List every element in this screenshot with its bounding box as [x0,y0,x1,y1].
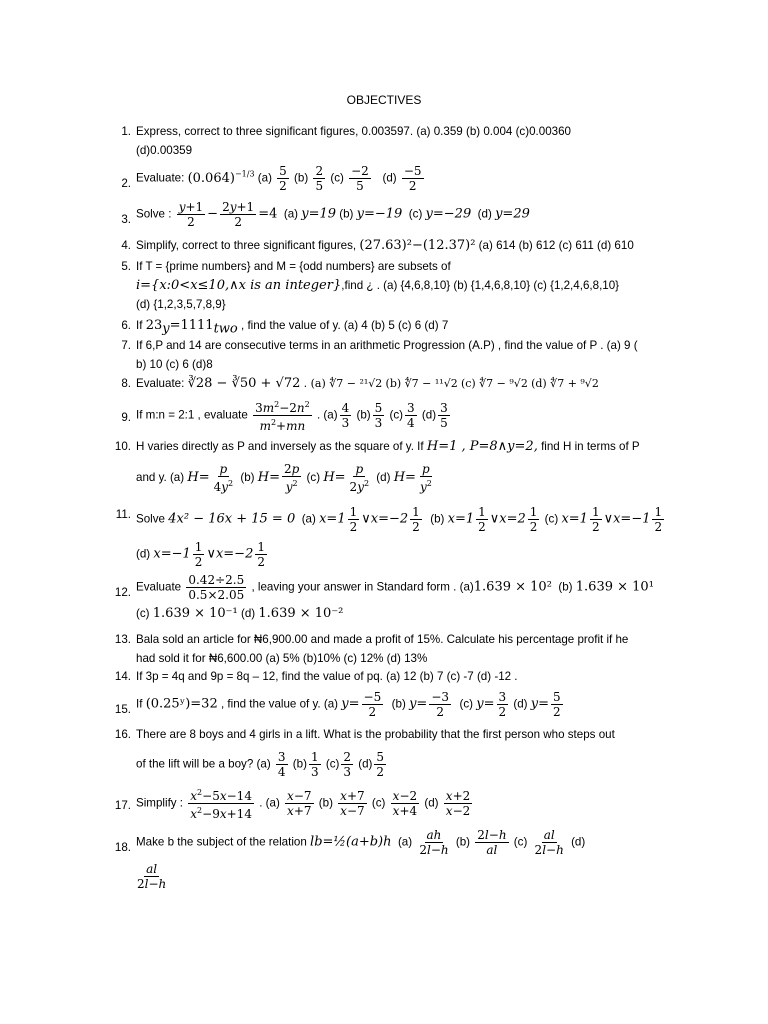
question-5 [113,257,673,314]
question-lead: Evaluate: [136,171,185,185]
question-number: 18. [114,841,131,854]
question-number: 7. [121,339,131,352]
option-d-label: (d) [358,757,373,771]
fraction: $\frac{2p}{y^2}$ [283,462,300,494]
question-number: 10. [114,440,131,453]
question-number: 14. [114,670,131,683]
question-text: If 3p = 4q and 9p = 8q – 12, find the value of pq. (a) 12 (b) 7 (c) -7 (d) -12 . [136,670,518,683]
question-7 [113,336,673,374]
option-d-label: (d) [421,408,437,422]
question-4 [113,236,673,255]
math-expression: i={x:0<x≤10,∧x is an integer} [136,278,342,293]
question-text: Bala sold an article for ₦6,900.00 and made a profit of 15%. Calculate his percentage profit if he [136,633,629,646]
question-lead: Make b the subject of the relation [136,835,307,849]
option-a-label: (a) [397,835,413,849]
question-lead: Evaluate [136,580,182,594]
question-lead: Solve : [136,207,172,221]
question-8 [113,374,673,393]
fraction: $\frac{5}{3}$ [374,401,383,430]
question-text: , find the value of y. (a) [220,697,339,711]
option-a-label: (a) [257,171,272,185]
question-text: If [136,319,143,332]
option-c-value: y=−29 [425,206,472,222]
fraction: $\frac{3}{5}$ [440,401,448,430]
question-number: 6. [121,319,131,332]
question-number: 3. [121,213,131,226]
question-number: 8. [121,377,131,390]
question-14 [113,667,673,686]
option-b-label: (b) [558,580,573,594]
option-c-label: (c) [325,757,340,771]
option-a: . (a) ∜7 − ²¹√2 [303,377,383,390]
option-a-label: (a) [301,512,316,526]
fraction: $\frac{3}{4}$ [407,401,415,430]
question-text-continued: b) 10 (c) 6 (d)8 [136,358,213,371]
fraction: $\frac{-5}{2}$ [403,164,422,193]
question-lead: Solve [136,512,166,526]
fraction: $\frac{y+1}{2}$ [178,200,204,229]
question-text: , find the value of y. (a) 4 (b) 5 (c) 6 (d) 7 [241,319,449,332]
option-c: (c) ∜7 − ⁹√2 [460,377,528,390]
fraction: $\frac{2}{5}$ [315,164,324,193]
fraction: $\frac{4}{3}$ [341,401,350,430]
option-d-value: $\frac{al}{2l-h}$ [137,862,167,891]
question-lead: Simplify : [136,796,184,810]
option-d: (d) ∜7 + ⁹√2 [531,377,599,390]
question-15: 15. If (0.25ʸ)=32 , find the value of y. (a) y= $\frac{-5}{2}$ (b) y= $\frac{-3}{2}$ (c) y= $\frac{3}{2}$ (d) y= $\frac{5}{2}$ [114,690,561,719]
fraction: $\frac{p}{y^2}$ [419,462,432,494]
option-d-label: (d) [424,796,439,810]
option-b-label: (b) [455,835,471,849]
option-d-value: 1.639 × 10⁻² [258,606,344,621]
question-lead: Evaluate: [136,377,185,390]
option-d-label: (d) [376,471,391,485]
math-expression: lb=½(a+b)h [310,834,392,850]
option-a-value: 1.639 × 10² [473,579,552,595]
question-9 [113,398,673,433]
question-text: , leaving your answer in Standard form . (a) [251,580,474,594]
question-text-continued: of the lift will be a boy? (a) [136,757,271,771]
question-text: ,find ¿ [341,279,374,292]
option-c-label: (c) [513,835,528,849]
question-text-continued: and y. (a) [136,471,185,485]
option-d-label: (d) [382,171,397,185]
fraction: $\frac{5}{2}$ [279,164,287,193]
question-number: 13. [114,633,131,646]
question-number: 15. [114,703,131,716]
option-b-label: (b) [339,207,354,221]
question-number: 12. [114,586,131,599]
option-a-label: . (a) [259,796,280,810]
option-b-label: (b) [318,796,333,810]
fraction: $\frac{x^2-5x-14}{x^2-9x+14}$ [190,788,252,821]
question-number: 9. [121,411,131,424]
option-b-label: (b) [356,408,371,422]
question-number: 5. [121,260,131,273]
question-number: 1. [121,125,131,138]
math-expression: H=1 , P=8∧y=2, [426,439,538,454]
question-lead: If m:n = 2:1 , evaluate [136,408,248,422]
question-text: If [136,697,143,711]
option-c-label: (c) [544,512,559,526]
option-a-value: y=19 [301,206,337,222]
question-12 [113,573,673,623]
question-3: 3. Solve : $\frac{y+1}{2}$ − $\frac{2y+1}{2}$ =4 (a) y=19 (b) y=−19 (c) y=−29 (d) y=29 [113,200,673,229]
math-expression: (27.63)²−(12.37)² [359,238,476,253]
fraction: $\frac{2y+1}{2}$ [222,200,255,229]
question-11: 11. Solve 4x² − 16x + 15 = 0 (a) x=1 $\frac{1}{2}$ ∨x=−2 $\frac{1}{2}$ (b) x=1 $\frac{1}{2}$ ∨x=2 $\frac{1}{2}$ (c) x=1 $\frac{1}{2}$ ∨x=−1 $\frac{1}{2}$ (d) x=−1 $\frac{1}{2}$ ∨x=−2 $\frac{1}{2}$ [113,505,673,569]
question-number: 16. [114,728,131,741]
option-c-label: (c) [371,796,386,810]
options-continued: (d) {1,2,3,5,7,8,9} [136,298,226,311]
fraction: $\frac{-2}{5}$ [351,164,369,193]
option-c-label: (c) [389,408,404,422]
option-c-label: (c) [306,471,321,485]
math-expression: (0.25ʸ)=32 [145,696,218,712]
question-number: 2. [121,177,131,190]
fraction: $\frac{3m^2-2n^2}{m^2+mn}$ [255,400,310,433]
math-expression: ∛28 − ∛50 + √72 [187,376,301,391]
fraction: $\frac{p}{2y^2}$ [349,462,370,494]
fraction: $\frac{0.42\div 2.5}{0.5\times 2.05}$ [188,573,245,602]
option-b: (b) ∜7 − ¹¹√2 [385,377,458,390]
question-number: 17. [114,799,131,812]
option-a-label: (a) [283,207,298,221]
question-text: Express, correct to three significant figures, 0.003597. (a) 0.359 (b) 0.004 (c)0.00360 [136,125,572,138]
question-13 [113,630,673,668]
question-text: If 6,P and 14 are consecutive terms in an arithmetic Progression (A.P) , find the value of P . (a) 9 ( [136,339,638,352]
option-b-label: (b) [240,471,255,485]
question-text: There are 8 boys and 4 girls in a lift. What is the probability that the first person who steps out [136,728,615,741]
question-text-continued: (d)0.00359 [136,144,193,157]
math-expression: $23_y=1111_{two}$ [145,318,238,337]
page-title: OBJECTIVES [346,93,422,107]
option-c-label: (c) [408,207,423,221]
option-b-label: (b) [430,512,445,526]
question-number: 11. [115,508,131,521]
question-number: 4. [121,239,131,252]
question-17: 17. Simplify : $\frac{x^2-5x-14}{x^2-9x+14}$ . (a) $\frac{x-7}{x+7}$ (b) $\frac{x+7}{x-7}$ (c) $\frac{x-2}{x+4}$ (d) $\frac{x+2}{x-2}$ [114,788,471,821]
option-d-label: (d) [571,835,586,849]
option-b-label: (b) [294,171,309,185]
question-18: 18. Make b the subject of the relation lb=½(a+b)h (a) $\frac{ah}{2l-h}$ (b) $\frac{2l-h}{al}$ (c) $\frac{al}{2l-h}$ (d) [114,828,586,857]
option-a-label: . (a) [316,408,338,422]
option-b-label: (b) [391,697,406,711]
question-1 [113,122,673,160]
option-b-value: 1.639 × 10¹ [575,579,654,595]
fraction: $\frac{p}{4y^2}$ [213,462,234,494]
question-text: H varies directly as P and inversely as the square of y. If [136,440,424,453]
math-expression: $(0.064)^{-1/3}$ [187,169,255,186]
option-b-value: y=−19 [356,206,403,222]
option-c-label: (c) [459,697,474,711]
option-d-value: y=29 [495,206,530,222]
option-d-label: (d) [241,607,256,620]
option-c-label: (c) [330,171,344,185]
question-text: find H in terms of P [541,440,640,453]
option-c-label: (c) [136,607,150,620]
math-expression: 4x² − 16x + 15 = 0 [168,511,296,527]
question-2 [113,164,673,193]
option-d-label: (d) [513,697,528,711]
question-16: 16. There are 8 boys and 4 girls in a lift. What is the probability that the first person who steps out of the lift will be a boy? (a) $\frac{3}{4}$ (b) $\frac{1}{3}$ (c) $\frac{2}{3}$ (d) $\frac{5}{2}$ [113,725,673,779]
option-d-label: (d) [477,207,492,221]
question-text: If T = {prime numbers} and M = {odd numbers} are subsets of [136,260,451,273]
options: . (a) {4,6,8,10} (b) {1,4,6,8,10} (c) {1,2,4,6,8,10} [376,279,620,292]
option-b-label: (b) [292,757,307,771]
question-text: Simplify, correct to three significant figures, [136,239,357,252]
options: (a) 614 (b) 612 (c) 611 (d) 610 [478,239,634,252]
option-d-label: (d) [136,547,151,561]
question-text-continued: had sold it for ₦6,600.00 (a) 5% (b)10% (c) 12% (d) 13% [136,652,428,665]
question-10: 10. H varies directly as P and inversely as the square of y. If H=1 , P=8∧y=2, find H in terms of P and y. (a) H= $\frac{p}{4y^2}$ (b) H= $\frac{2p}{y^2}$ (c) H= $\frac{p}{2y^2}$ (d) H= $\frac{p}{y^2}$ [114,439,640,494]
option-c-value: 1.639 × 10⁻¹ [152,606,238,621]
